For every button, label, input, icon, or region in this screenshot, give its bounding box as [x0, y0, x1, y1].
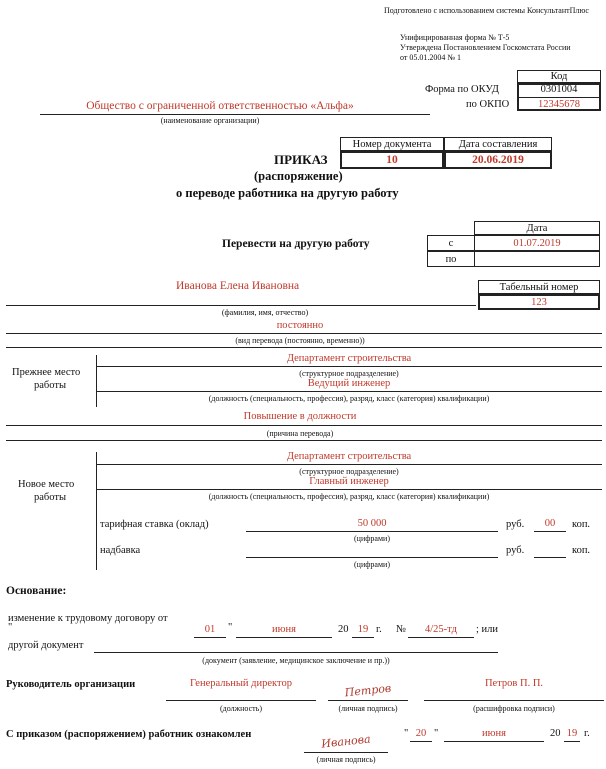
form-line-3: от 05.01.2004 № 1 [400, 53, 462, 62]
prepared-note: Подготовлено с использованием системы КонсультантПлюс [384, 6, 589, 15]
ack-year-suffix: г. [584, 728, 590, 739]
next-label-1: Новое место [18, 479, 75, 490]
okpo-label: по ОКПО [466, 99, 510, 110]
head-signature: Петров [344, 681, 392, 700]
basis-year-prefix: 20 [338, 624, 349, 635]
basis-number: 4/25-тд [425, 624, 457, 635]
rate-digits-caption: (цифрами) [354, 534, 390, 543]
transfer-from-cell [474, 235, 600, 251]
transfer-to-label: по [445, 254, 457, 265]
bonus-rub: руб. [506, 545, 525, 556]
rate-label: тарифная ставка (оклад) [100, 519, 209, 530]
transfer-date-head: Дата [526, 223, 548, 234]
head-position-caption: (должность) [220, 704, 262, 713]
prev-label-1: Прежнее место [12, 367, 81, 378]
rate-value: 50 000 [357, 518, 387, 529]
next-position: Главный инженер [309, 476, 389, 487]
basis-month: июня [272, 624, 296, 635]
prev-dept-caption: (структурное подразделение) [299, 369, 399, 378]
okpo-value: 12345678 [538, 99, 580, 110]
doc-date: 20.06.2019 [472, 154, 524, 166]
ack-day: 20 [415, 728, 427, 739]
code-head-cell [517, 70, 601, 83]
okud-value: 0301004 [540, 84, 578, 95]
bonus-kop: коп. [572, 545, 591, 556]
form-line-2: Утверждена Постановлением Госкомстата России [400, 43, 571, 52]
doc-date-head-cell [444, 137, 552, 151]
tab-number-cell [478, 294, 600, 310]
reason-value: Повышение в должности [243, 411, 357, 422]
basis-year-suffix: г. [376, 624, 382, 635]
ack-year-prefix: 20 [550, 728, 561, 739]
basis-quote-close: " [228, 622, 233, 633]
reason-caption: (причина перевода) [266, 429, 334, 438]
transfer-type-caption: (вид перевода (постоянно, временно)) [235, 336, 365, 345]
ack-quote-close: " [434, 728, 439, 739]
basis-change-label: изменение к трудовому договору от [8, 613, 168, 624]
transfer-date-head-cell [474, 221, 600, 235]
basis-or-label: ; или [476, 624, 499, 635]
head-position: Генеральный директор [190, 678, 292, 689]
rate-kop: коп. [572, 519, 591, 530]
basis-day: 01 [204, 624, 216, 635]
basis-other-caption: (документ (заявление, медицинское заключение и пр.)) [202, 656, 390, 665]
rate-kop-value: 00 [544, 518, 556, 529]
tab-number-head-cell [478, 280, 600, 294]
basis-year: 19 [357, 624, 369, 635]
head-label: Руководитель организации [6, 679, 136, 690]
prev-dept: Департамент строительства [286, 353, 412, 364]
tab-number-value: 123 [531, 297, 547, 308]
basis-quote-open: " [8, 622, 13, 633]
transfer-from-label-cell [427, 235, 475, 251]
organization-name: Общество с ограниченной ответственностью «Альфа» [86, 100, 354, 112]
ack-signature: Иванова [320, 732, 372, 751]
doc-heading: о переводе работника на другую работу [176, 186, 399, 200]
tab-number-head: Табельный номер [499, 282, 579, 293]
rate-rub: руб. [506, 519, 525, 530]
ack-quote-open: " [404, 728, 409, 739]
bonus-digits-caption: (цифрами) [354, 560, 390, 569]
next-dept: Департамент строительства [286, 451, 412, 462]
ack-signature-caption: (личная подпись) [316, 755, 376, 764]
transfer-to-label-cell [427, 251, 475, 267]
okud-label: Форма по ОКУД [425, 84, 499, 95]
transfer-label: Перевести на другую работу [222, 238, 370, 250]
doc-title: ПРИКАЗ [274, 152, 328, 167]
prev-label-2: работы [34, 380, 67, 391]
head-name-caption: (расшифровка подписи) [473, 704, 555, 713]
head-name: Петров П. П. [484, 678, 544, 689]
doc-date-cell [444, 151, 552, 169]
bonus-label: надбавка [100, 545, 141, 556]
employee-name-caption: (фамилия, имя, отчество) [221, 308, 309, 317]
prev-position-caption: (должность (специальность, профессия), разряд, класс (категория) квалификации) [208, 394, 490, 403]
ack-label: С приказом (распоряжением) работник ознакомлен [6, 729, 252, 740]
head-signature-caption: (личная подпись) [338, 704, 398, 713]
transfer-from-label: с [448, 238, 454, 249]
transfer-to-cell [474, 251, 600, 267]
basis-label: Основание: [6, 585, 67, 597]
employee-name: Иванова Елена Ивановна [176, 280, 300, 292]
basis-no-label: № [396, 624, 407, 635]
doc-date-head: Дата составления [458, 139, 538, 150]
organization-caption: (наименование организации) [160, 116, 260, 125]
ack-month: июня [482, 728, 506, 739]
doc-number-cell [340, 151, 444, 169]
code-head: Код [550, 71, 568, 82]
transfer-from-value: 01.07.2019 [513, 238, 561, 249]
doc-subtitle: (распоряжение) [254, 169, 343, 183]
next-dept-caption: (структурное подразделение) [299, 467, 399, 476]
next-label-2: работы [34, 492, 67, 503]
doc-number: 10 [386, 154, 398, 166]
prev-position: Ведущий инженер [307, 378, 391, 389]
form-line-1: Унифицированная форма № Т-5 [400, 33, 510, 42]
transfer-type: постоянно [276, 320, 324, 331]
next-position-caption: (должность (специальность, профессия), разряд, класс (категория) квалификации) [208, 492, 490, 501]
doc-number-head: Номер документа [352, 139, 432, 150]
ack-year: 19 [566, 728, 578, 739]
doc-number-head-cell [340, 137, 444, 151]
basis-other-label: другой документ [8, 640, 84, 651]
